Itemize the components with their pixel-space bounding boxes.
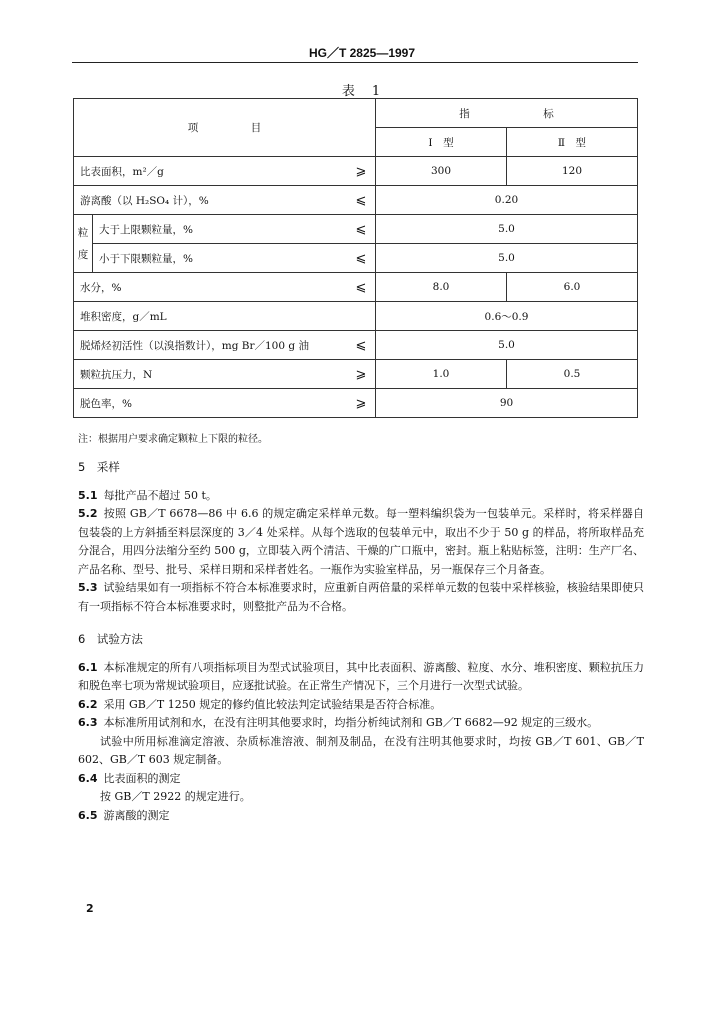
clause-6-4: 6.4 比表面积的测定 [78, 771, 181, 785]
table-row: 比表面积，m²／g ⩾ 300 120 [74, 157, 638, 186]
table-row: 小于下限颗粒量，% ⩽ 5.0 [74, 244, 638, 273]
col-item-header: 项 目 [74, 99, 376, 157]
table-title: 表 1 [341, 84, 383, 99]
table-note: 注：根据用户要求确定颗粒上下限的粒径。 [78, 434, 268, 445]
table-row: 脱色率，% ⩾ 90 [74, 389, 638, 418]
table-row: 脱烯烃初活性（以溴指数计），mg Br／100 g 油 ⩽ 5.0 [74, 331, 638, 360]
section-6-title: 6 试验方法 [78, 632, 143, 646]
table-row: 颗粒抗压力，N ⩾ 1.0 0.5 [74, 360, 638, 389]
table-row: 粒度 大于上限颗粒量，% ⩽ 5.0 [74, 215, 638, 244]
section-5-title: 5 采样 [78, 460, 120, 474]
clause-6-2: 6.2 采用 GB／T 1250 规定的修约值比较法判定试验结果是否符合标准。 [78, 697, 442, 711]
clause-6-5: 6.5 游离酸的测定 [78, 808, 170, 822]
table-row: 游离酸（以 H₂SO₄ 计），% ⩽ 0.20 [74, 186, 638, 215]
body-text [78, 458, 644, 825]
clause-6-4-cont: 按 GB／T 2922 的规定进行。 [100, 790, 251, 803]
clause-6-3: 6.3 本标准所用试剂和水，在没有注明其他要求时，均指分析纯试剂和 GB／T 6682—92 规定的三级水。 [78, 716, 599, 729]
clause-6-3-cont: 试验中所用标准滴定溶液、杂质标准溶液、制剂及制品，在没有注明其他要求时，均按 GB／T 601、GB／T 602、GB／T 603 规定制备。 [78, 734, 644, 766]
page-number: 2 [86, 902, 94, 915]
clause-6-1: 6.1 本标准规定的所有八项指标项目为型式试验项目，其中比表面积、游离酸、粒度、水分、堆积密度、颗粒抗压力和脱色率七项为常规试验项目，应逐批试验。在正常生产情况下，三个月进行一次型式试验。 [78, 660, 644, 692]
clause-5-2: 5.2 按照 GB／T 6678—86 中 6.6 的规定确定采样单元数。每一塑料编织袋为一包装单元。采样时，将采样器自包装袋的上方斜插至料层深度的 3／4 处采样。从每个选取的包装单元中，取出不少于 50 g 的样品，将所取样品充分混合，用四分法缩分至约 500 g，立即装入两个清洁、干燥的广口瓶中，密封。瓶上粘贴标签，注明：生产厂名、产品名称、型号、批号、采样日期和采样者姓名。一瓶作为实验室样品，另一瓶保存三个月备查。 [78, 507, 644, 576]
specification-table [73, 98, 638, 418]
group-granularity: 粒度 [74, 215, 93, 273]
type2-header: Ⅱ 型 [507, 128, 638, 157]
col-index-header: 指 标 [376, 99, 638, 128]
type1-header: Ⅰ 型 [376, 128, 507, 157]
table-row: 堆积密度，g／mL 0.6～0.9 [74, 302, 638, 331]
clause-5-1: 5.1 每批产品不超过 50 t。 [78, 488, 217, 502]
document-header: HG／T 2825—1997 [308, 46, 416, 60]
table-row: 水分，% ⩽ 8.0 6.0 [74, 273, 638, 302]
header-rule [72, 62, 638, 63]
clause-5-3: 5.3 试验结果如有一项指标不符合本标准要求时，应重新自两倍量的采样单元数的包装中采样核验，核验结果即使只有一项指标不符合本标准要求时，则整批产品为不合格。 [78, 581, 644, 613]
